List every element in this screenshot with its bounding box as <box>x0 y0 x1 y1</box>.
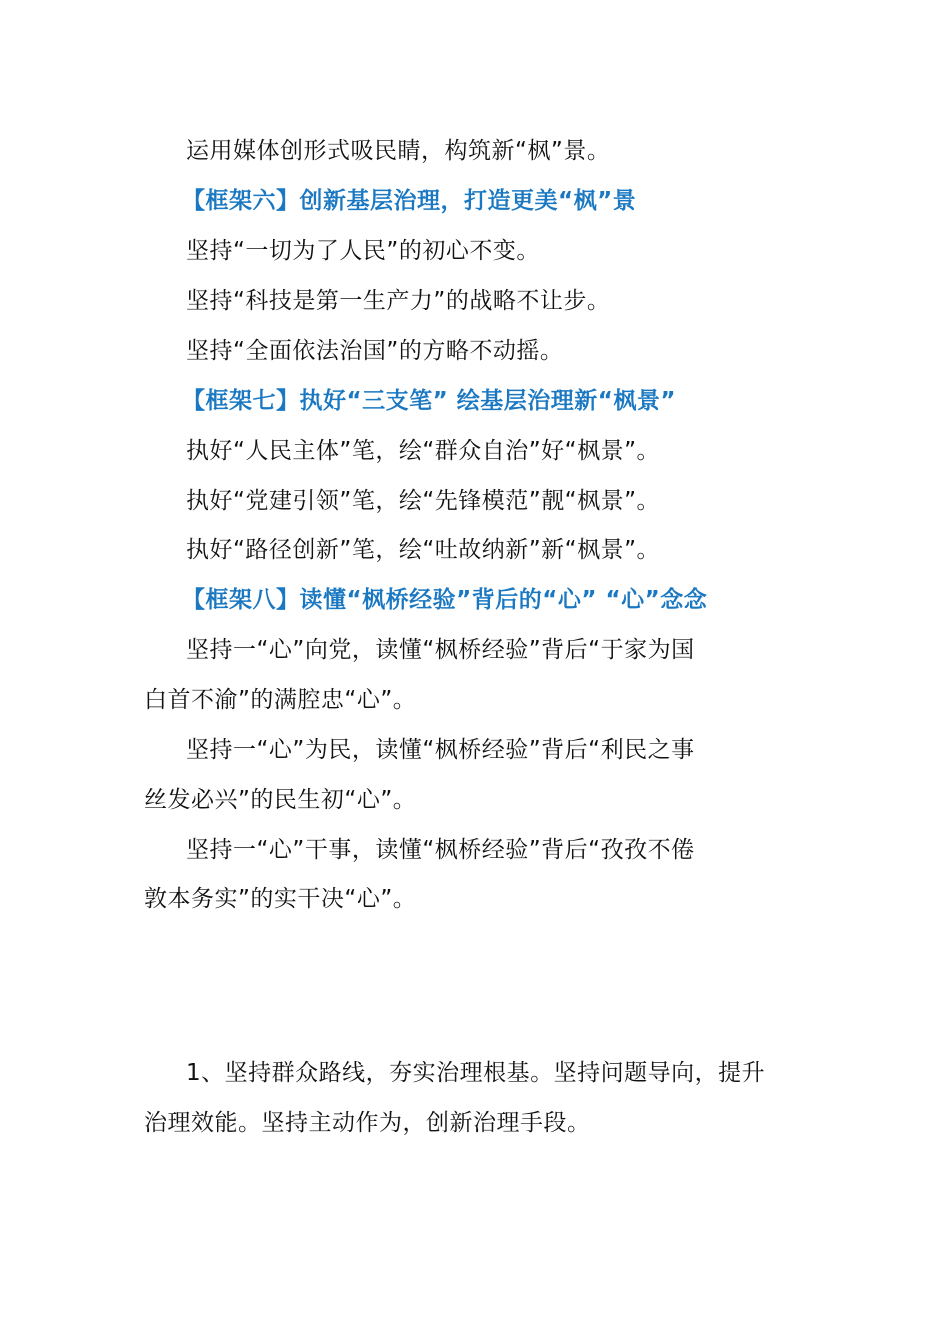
section-heading: 【框架六】创新基层治理，打造更美“枫”景 <box>182 188 637 214</box>
paragraph-line: 白首不渝”的满腔忠“心”。 <box>144 687 417 713</box>
paragraph-line: 丝发必兴”的民生初“心”。 <box>144 787 417 813</box>
paragraph-line: 坚持“科技是第一生产力”的战略不让步。 <box>186 288 611 314</box>
paragraph-line: 执好“人民主体”笔，绘“群众自治”好“枫景”。 <box>186 438 660 464</box>
paragraph-line: 坚持一“心”干事，读懂“枫桥经验”背后“孜孜不倦 <box>186 837 695 863</box>
paragraph-line: 1、坚持群众路线，夯实治理根基。坚持问题导向，提升 <box>186 1060 766 1086</box>
section-heading: 【框架八】读懂“枫桥经验”背后的“心” “心”念念 <box>182 587 708 613</box>
paragraph-line: 治理效能。坚持主动作为，创新治理手段。 <box>144 1110 591 1136</box>
paragraph-line: 运用媒体创形式吸民睛，构筑新“枫”景。 <box>186 138 611 164</box>
paragraph-line: 执好“党建引领”笔，绘“先锋模范”靓“枫景”。 <box>186 488 660 514</box>
paragraph-line: 坚持“一切为了人民”的初心不变。 <box>186 238 540 264</box>
section-heading: 【框架七】执好“三支笔” 绘基层治理新“枫景” <box>182 388 676 414</box>
paragraph-line: 坚持“全面依法治国”的方略不动摇。 <box>186 338 564 364</box>
paragraph-line: 执好“路径创新”笔，绘“吐故纳新”新“枫景”。 <box>186 537 660 563</box>
paragraph-line: 坚持一“心”向党，读懂“枫桥经验”背后“于家为国 <box>186 637 695 663</box>
paragraph-line: 敦本务实”的实干决“心”。 <box>144 886 417 912</box>
paragraph-line: 坚持一“心”为民，读懂“枫桥经验”背后“利民之事 <box>186 737 695 763</box>
